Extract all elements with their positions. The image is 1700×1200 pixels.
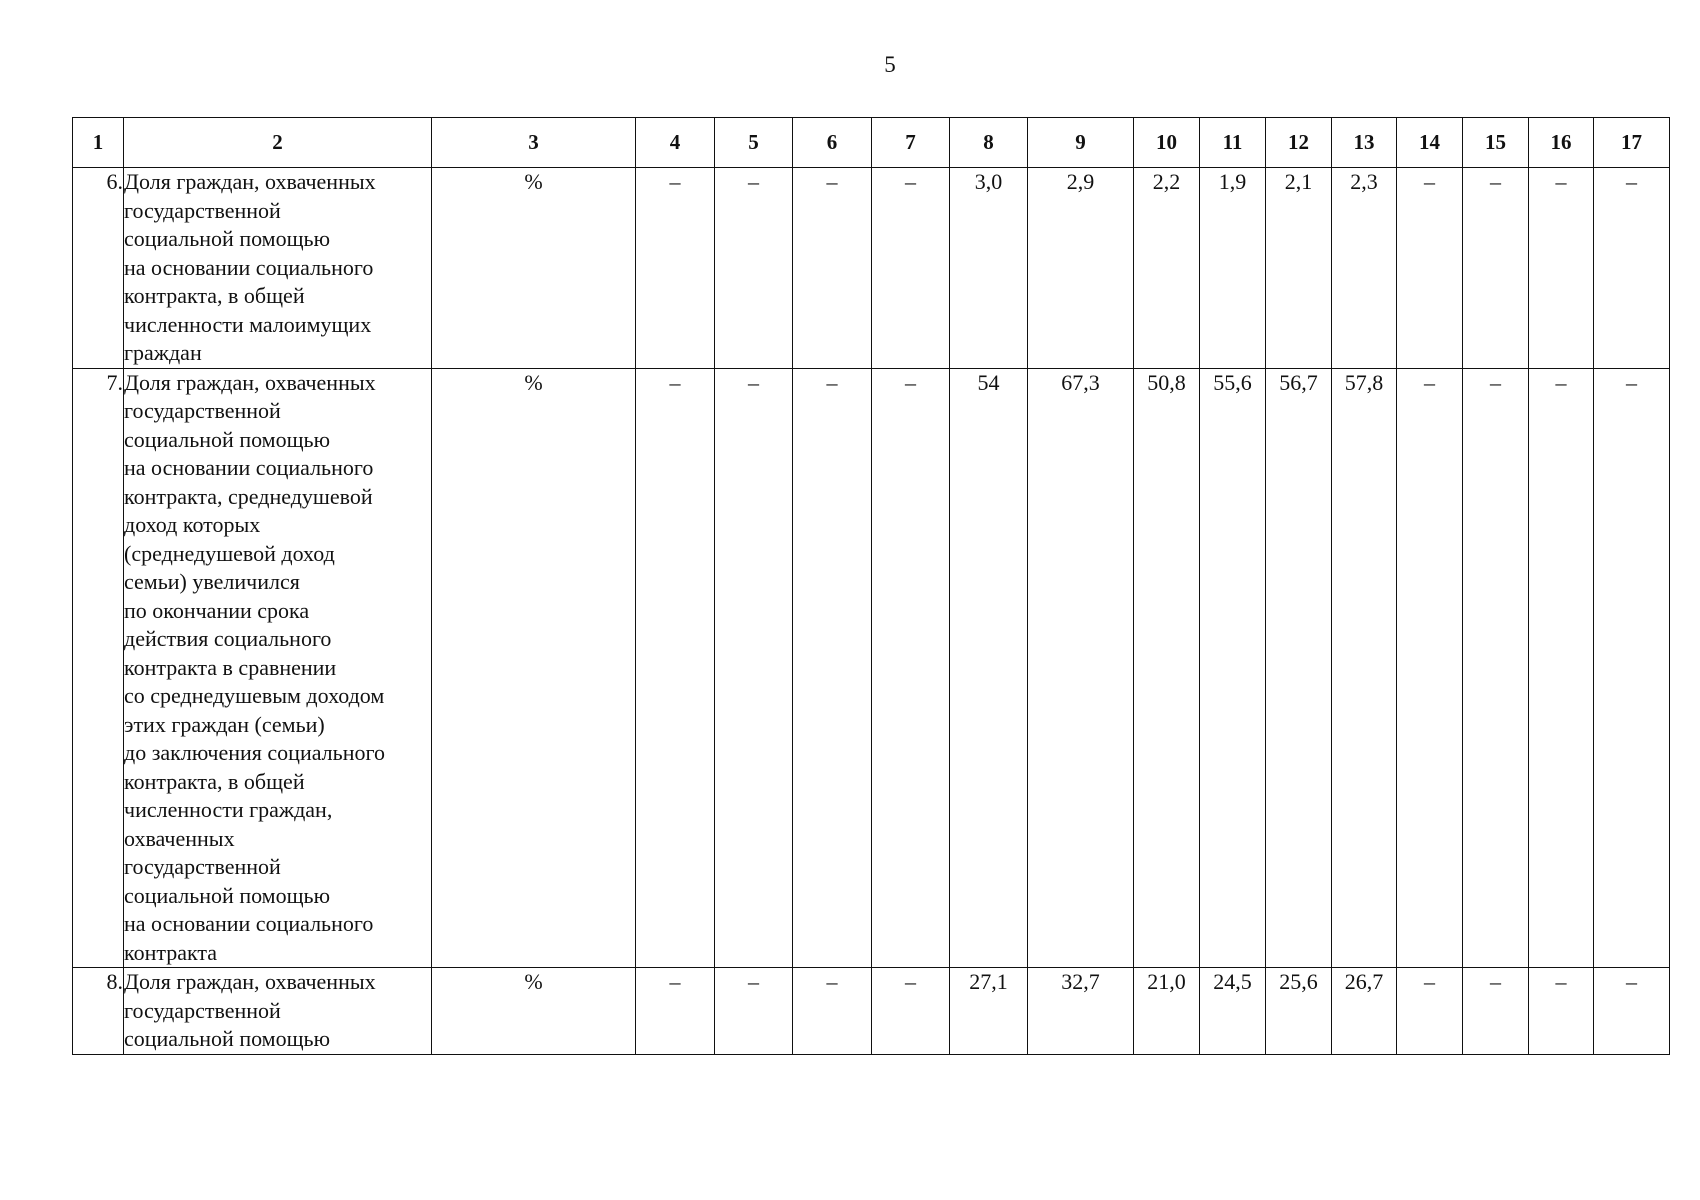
column-header-8: 8 bbox=[950, 118, 1028, 168]
indicator-name-line: социальной помощью bbox=[124, 882, 331, 908]
column-header-13: 13 bbox=[1332, 118, 1397, 168]
page-number: 5 bbox=[884, 52, 896, 77]
value-cell-col-11: 55,6 bbox=[1200, 368, 1266, 968]
indicator-name-line: по окончании срока bbox=[124, 597, 310, 623]
column-header-17: 17 bbox=[1594, 118, 1670, 168]
value-cell-col-13: 57,8 bbox=[1332, 368, 1397, 968]
indicator-name-line: этих граждан (семьи) bbox=[124, 711, 325, 737]
table-row bbox=[73, 968, 1670, 1055]
indicator-name bbox=[124, 968, 432, 1055]
value-cell-col-4: – bbox=[636, 368, 715, 968]
value-cell-col-9: 32,7 bbox=[1028, 968, 1134, 1055]
indicator-name-line: охваченных bbox=[124, 825, 235, 851]
indicator-name-line: Доля граждан, охваченных bbox=[124, 969, 376, 994]
value-cell-col-5: – bbox=[715, 968, 793, 1055]
column-header-11: 11 bbox=[1200, 118, 1266, 168]
value-cell-col-6: – bbox=[793, 368, 872, 968]
value-cell-col-17: – bbox=[1594, 168, 1670, 369]
indicator-name-line: контракта, среднедушевой bbox=[124, 483, 373, 509]
value-cell-col-6: – bbox=[793, 168, 872, 369]
indicator-name-line: (среднедушевой доход bbox=[124, 540, 335, 566]
value-cell-col-4: – bbox=[636, 168, 715, 369]
indicator-name-line: государственной bbox=[124, 997, 281, 1023]
table-body bbox=[73, 168, 1670, 1055]
value-cell-col-9: 2,9 bbox=[1028, 168, 1134, 369]
indicator-name-line: действия социального bbox=[124, 626, 332, 651]
column-header-14: 14 bbox=[1397, 118, 1463, 168]
table-header-row bbox=[73, 118, 1670, 168]
table-row bbox=[73, 168, 1670, 369]
unit-cell: % bbox=[432, 968, 636, 1055]
value-cell-col-6: – bbox=[793, 968, 872, 1055]
indicator-name-line: государственной bbox=[124, 854, 281, 879]
indicator-name-line: государственной bbox=[124, 398, 281, 423]
column-header-4: 4 bbox=[636, 118, 715, 168]
column-header-12: 12 bbox=[1266, 118, 1332, 168]
value-cell-col-16: – bbox=[1529, 368, 1594, 968]
value-cell-col-9: 67,3 bbox=[1028, 368, 1134, 968]
column-header-9: 9 bbox=[1028, 118, 1134, 168]
indicator-name-line: государственной bbox=[124, 197, 281, 223]
value-cell-col-16: – bbox=[1529, 968, 1594, 1055]
value-cell-col-16: – bbox=[1529, 168, 1594, 369]
unit-cell: % bbox=[432, 168, 636, 369]
indicator-name-line: до заключения социального bbox=[124, 740, 385, 765]
indicator-name-line: социальной помощью bbox=[124, 426, 331, 452]
column-header-10: 10 bbox=[1134, 118, 1200, 168]
value-cell-col-14: – bbox=[1397, 368, 1463, 968]
column-header-3: 3 bbox=[432, 118, 636, 168]
unit-cell: % bbox=[432, 368, 636, 968]
value-cell-col-10: 2,2 bbox=[1134, 168, 1200, 369]
value-cell-col-17: – bbox=[1594, 968, 1670, 1055]
column-header-6: 6 bbox=[793, 118, 872, 168]
value-cell-col-10: 21,0 bbox=[1134, 968, 1200, 1055]
indicator-name bbox=[124, 368, 432, 968]
value-cell-col-7: – bbox=[872, 168, 950, 369]
indicator-name bbox=[124, 168, 432, 369]
column-header-1: 1 bbox=[73, 118, 124, 168]
indicator-name-line: граждан bbox=[124, 340, 202, 365]
indicator-name-line: со среднедушевым доходом bbox=[124, 683, 385, 708]
value-cell-col-4: – bbox=[636, 968, 715, 1055]
value-cell-col-14: – bbox=[1397, 168, 1463, 369]
value-cell-col-5: – bbox=[715, 368, 793, 968]
indicator-name-line: контракта в сравнении bbox=[124, 654, 337, 680]
value-cell-col-5: – bbox=[715, 168, 793, 369]
row-number: 8. bbox=[73, 968, 124, 1055]
indicator-name-line: Доля граждан, охваченных bbox=[124, 369, 376, 395]
value-cell-col-10: 50,8 bbox=[1134, 368, 1200, 968]
indicator-name-line: на основании социального bbox=[124, 911, 374, 936]
row-number: 7. bbox=[73, 368, 124, 968]
value-cell-col-7: – bbox=[872, 968, 950, 1055]
indicator-name-line: на основании социального bbox=[124, 254, 374, 280]
indicator-name-line: Доля граждан, охваченных bbox=[124, 169, 376, 194]
value-cell-col-8: 27,1 bbox=[950, 968, 1028, 1055]
indicator-name-line: контракта bbox=[124, 939, 218, 965]
value-cell-col-13: 26,7 bbox=[1332, 968, 1397, 1055]
indicator-name-line: на основании социального bbox=[124, 455, 374, 480]
column-header-16: 16 bbox=[1529, 118, 1594, 168]
value-cell-col-15: – bbox=[1463, 368, 1529, 968]
value-cell-col-12: 25,6 bbox=[1266, 968, 1332, 1055]
column-header-15: 15 bbox=[1463, 118, 1529, 168]
value-cell-col-12: 2,1 bbox=[1266, 168, 1332, 369]
indicator-name-line: социальной помощью bbox=[124, 1026, 331, 1051]
indicator-name-line: численности граждан, bbox=[124, 797, 333, 822]
column-header-2: 2 bbox=[124, 118, 432, 168]
table-row bbox=[73, 368, 1670, 968]
column-header-5: 5 bbox=[715, 118, 793, 168]
value-cell-col-7: – bbox=[872, 368, 950, 968]
value-cell-col-12: 56,7 bbox=[1266, 368, 1332, 968]
value-cell-col-8: 3,0 bbox=[950, 168, 1028, 369]
indicator-name-line: контракта, в общей bbox=[124, 283, 305, 308]
row-number: 6. bbox=[73, 168, 124, 369]
value-cell-col-8: 54 bbox=[950, 368, 1028, 968]
indicator-name-line: социальной помощью bbox=[124, 226, 331, 251]
value-cell-col-17: – bbox=[1594, 368, 1670, 968]
indicator-table bbox=[72, 117, 1670, 1055]
indicator-name-line: контракта, в общей bbox=[124, 768, 305, 794]
value-cell-col-13: 2,3 bbox=[1332, 168, 1397, 369]
value-cell-col-14: – bbox=[1397, 968, 1463, 1055]
value-cell-col-15: – bbox=[1463, 168, 1529, 369]
indicator-name-line: численности малоимущих bbox=[124, 311, 372, 337]
value-cell-col-11: 24,5 bbox=[1200, 968, 1266, 1055]
value-cell-col-15: – bbox=[1463, 968, 1529, 1055]
indicator-name-line: семьи) увеличился bbox=[124, 569, 300, 594]
column-header-7: 7 bbox=[872, 118, 950, 168]
indicator-name-line: доход которых bbox=[124, 512, 261, 537]
value-cell-col-11: 1,9 bbox=[1200, 168, 1266, 369]
